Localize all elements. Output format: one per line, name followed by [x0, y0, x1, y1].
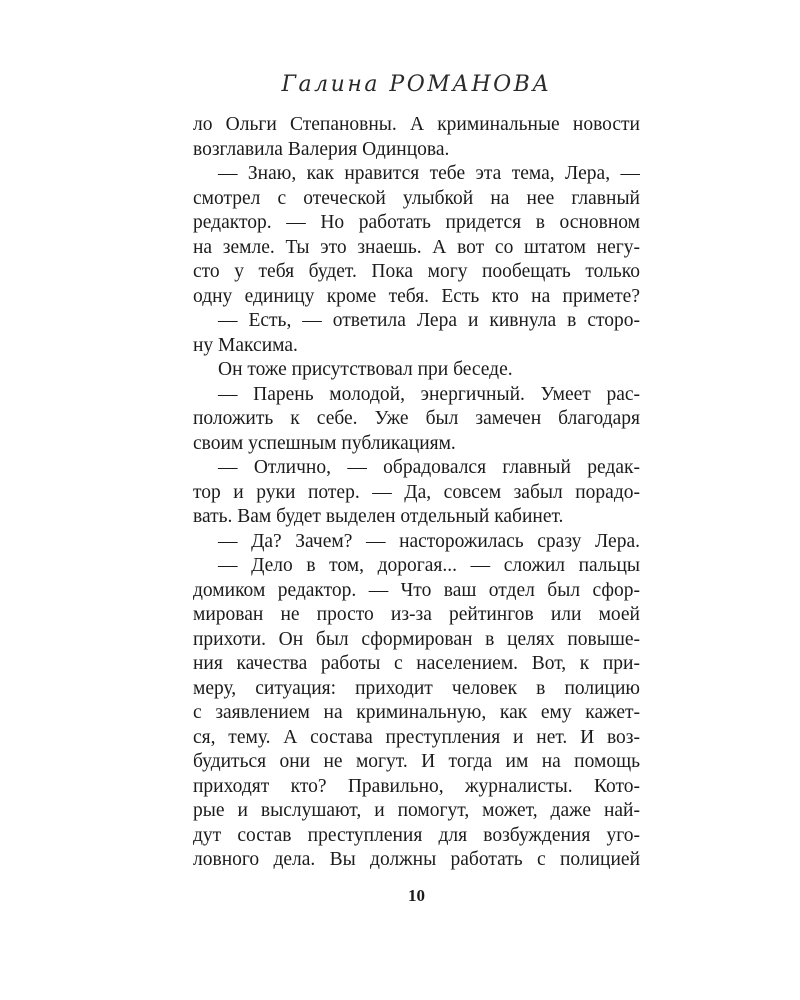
text-line: ся, тему. А состава преступления и нет. И воз- [193, 726, 640, 748]
text-line: на земле. Ты это знаешь. А вот со штатом негу- [193, 236, 640, 258]
text-line: одну единицу кроме тебя. Есть кто на примете? [193, 285, 640, 307]
text-line: — Парень молодой, энергичный. Умеет рас- [218, 383, 640, 405]
text-line: ло Ольги Степановны. А криминальные новости [193, 114, 640, 135]
text-line: — Есть, — ответила Лера и кивнула в сторо- [218, 310, 640, 331]
text-line: — Дело в том, дорогая... — сложил пальцы [218, 555, 640, 576]
text-line: с заявлением на криминальную, как ему кажет- [193, 702, 640, 723]
text-line: редактор. — Но работать придется в основном [193, 212, 640, 233]
text-line: Он тоже присутствовал при беседе. [218, 359, 513, 380]
text-line: сто у тебя будет. Пока могу пообещать только [193, 261, 640, 282]
text-line: вать. Вам будет выделен отдельный кабинет. [193, 506, 564, 527]
text-line: — Знаю, как нравится тебе эта тема, Лера, — [218, 163, 640, 184]
text-line: дут состав преступления для возбуждения уго- [193, 824, 640, 846]
text-line: тор и руки потер. — Да, совсем забыл порадо- [193, 481, 640, 503]
text-line: — Отлично, — обрадовался главный редак- [218, 457, 640, 478]
text-line: прихоти. Он был сформирован в целях повыше- [193, 628, 640, 650]
text-line: рые и выслушают, и помогут, может, даже най- [193, 800, 640, 821]
text-line: будиться они не могут. И тогда им на помощь [193, 751, 640, 772]
text-line: ну Максима. [193, 334, 298, 356]
text-line: приходят кто? Правильно, журналисты. Кото- [193, 775, 640, 797]
text-line: смотрел с отеческой улыбкой на нее главный [193, 187, 640, 209]
text-line: меру, ситуация: приходит человек в полицию [193, 677, 640, 699]
text-line: своим успешным публикациям. [193, 432, 456, 454]
text-line: возглавила Валерия Одинцова. [193, 138, 450, 160]
text-line: — Да? Зачем? — насторожилась сразу Лера. [218, 530, 640, 552]
page-number: 10 [408, 886, 425, 905]
text-line: ния качества работы с населением. Вот, к при- [193, 653, 640, 674]
text-line: мирован не просто из-за рейтингов или моей [193, 604, 640, 625]
text-line: положить к себе. Уже был замечен благодаря [193, 408, 640, 429]
text-line: ловного дела. Вы должны работать с полицией [193, 849, 640, 870]
text-block [193, 113, 640, 873]
running-header: Галина РОМАНОВА [281, 72, 552, 97]
text-line: домиком редактор. — Что ваш отдел был сфор- [193, 579, 640, 601]
